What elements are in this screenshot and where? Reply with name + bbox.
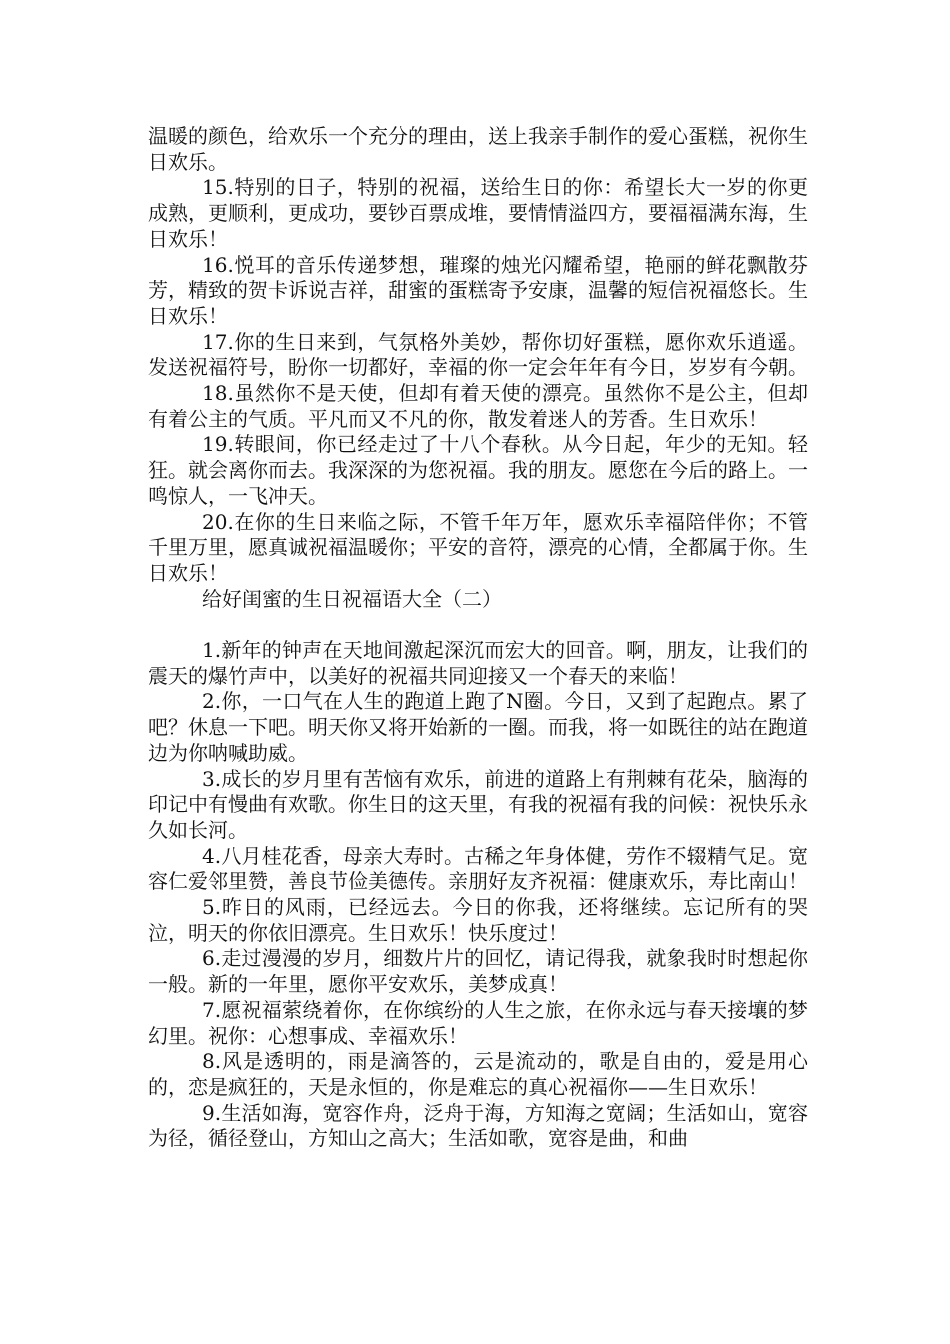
paragraph-item-18: 18.虽然你不是天使，但却有着天使的漂亮。虽然你不是公主，但却有着公主的气质。平凡而又不凡的你，散发着迷人的芳香。生日欢乐！ [148,381,808,431]
paragraph-item-19: 19.转眼间，你已经走过了十八个春秋。从今日起，年少的无知。轻狂。就会离你而去。我深深的为您祝福。我的朋友。愿您在今后的路上。一鸣惊人，一飞冲天。 [148,432,808,508]
paragraph-item-3: 3.成长的岁月里有苦恼有欢乐，前进的道路上有荆棘有花朵，脑海的印记中有慢曲有欢歌。你生日的这天里，有我的祝福有我的问候：祝快乐永久如长河。 [148,766,808,842]
paragraph-item-15: 15.特别的日子，特别的祝福，送给生日的你：希望长大一岁的你更成熟，更顺利，更成功，要钞百票成堆，要情情溢四方，要福福满东海，生日欢乐！ [148,175,808,251]
paragraph-item-5: 5.昨日的风雨，已经远去。今日的你我，还将继续。忘记所有的哭泣，明天的你依旧漂亮。生日欢乐！快乐度过！ [148,895,808,945]
paragraph-item-6: 6.走过漫漫的岁月，细数片片的回忆，请记得我，就象我时时想起你一般。新的一年里，愿你平安欢乐，美梦成真！ [148,946,808,997]
paragraph-item-2: 2.你，一口气在人生的跑道上跑了N圈。今日，又到了起跑点。累了吧？休息一下吧。明天你又将开始新的一圈。而我，将一如既往的站在跑道边为你呐喊助威。 [148,689,808,765]
paragraph-continuation: 温暖的颜色，给欢乐一个充分的理由，送上我亲手制作的爱心蛋糕，祝你生日欢乐。 [148,124,808,174]
paragraph-item-17: 17.你的生日来到，气氛格外美妙，帮你切好蛋糕，愿你欢乐逍遥。发送祝福符号，盼你一切都好，幸福的你一定会年年有今日，岁岁有今朝。 [148,329,808,380]
paragraph-item-9: 9.生活如海，宽容作舟，泛舟于海，方知海之宽阔；生活如山，宽容为径，循径登山，方知山之高大；生活如歌，宽容是曲，和曲 [148,1100,808,1151]
paragraph-item-16: 16.悦耳的音乐传递梦想，璀璨的烛光闪耀希望，艳丽的鲜花飘散芬芳，精致的贺卡诉说吉祥，甜蜜的蛋糕寄予安康，温馨的短信祝福悠长。生日欢乐！ [148,252,808,328]
section-heading: 给好闺蜜的生日祝福语大全（二） [202,586,502,611]
document-body [148,124,808,1152]
paragraph-item-1: 1.新年的钟声在天地间激起深沉而宏大的回音。啊，朋友，让我们的震天的爆竹声中，以美好的祝福共同迎接又一个春天的来临！ [148,638,808,688]
paragraph-item-7: 7.愿祝福萦绕着你，在你缤纷的人生之旅，在你永远与春天接壤的梦幻里。祝你：心想事成、幸福欢乐！ [148,997,808,1048]
paragraph-item-8: 8.风是透明的，雨是滴答的，云是流动的，歌是自由的，爱是用心的，恋是疯狂的，天是永恒的，你是难忘的真心祝福你——生日欢乐！ [148,1049,808,1099]
blank-line [148,612,808,638]
paragraph-item-4: 4.八月桂花香，母亲大寿时。古稀之年身体健，劳作不辍精气足。宽容仁爱邻里赞，善良节俭美德传。亲朋好友齐祝福：健康欢乐，寿比南山！ [148,843,808,894]
paragraph-item-20: 20.在你的生日来临之际，不管千年万年，愿欢乐幸福陪伴你；不管千里万里，愿真诚祝福温暖你；平安的音符，漂亮的心情，全都属于你。生日欢乐！ [148,509,808,585]
